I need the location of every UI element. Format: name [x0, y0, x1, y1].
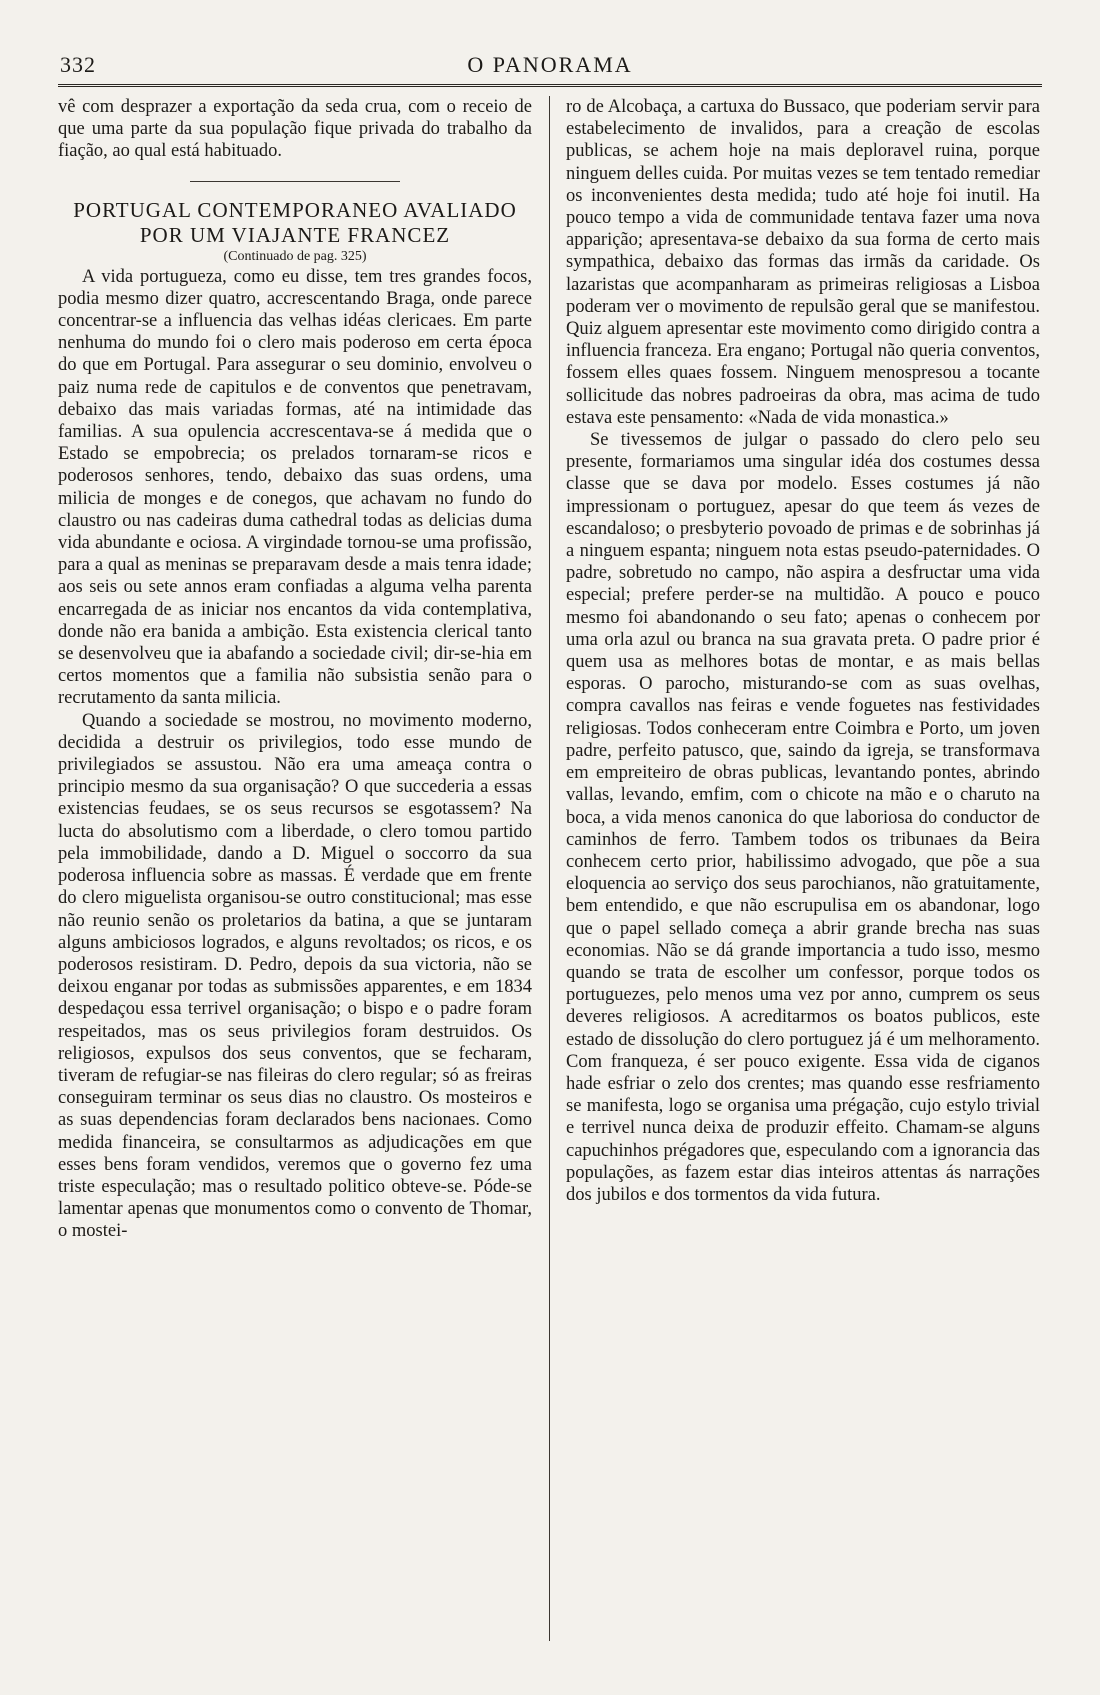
- continuation-note: (Continuado de pag. 325): [223, 248, 367, 264]
- body-paragraph: Se tivessemos de julgar o passado do clero pelo seu presente, formariamos uma singular idéa dos costumes dessa classe que se dava por modelo. Esses costumes já não impressionam o portuguez, apesar do que teem ás vezes de escandaloso; o presbyterio povoado de primas e de sobrinhas já a ninguem espanta; ninguem nota estas pseudo-paternidades. O padre, sobretudo no campo, não aspira a desfructar uma vida especial; prefere perder-se na multidão. A pouco e pouco mesmo foi abandonando o seu fato; apenas o conhecem por uma orla azul ou branca na sua gravata preta. O padre prior é quem usa as melhores botas de montar, e as mais bellas esporas. O parocho, misturando-se com as suas ovelhas, compra cavallos nas feiras e vende foguetes nas festividades religiosas. Todos conheceram entre Coimbra e Porto, um joven padre, perfeito patusco, que, saindo da igreja, se transformava em empreiteiro de obras publicas, levantando pontes, abrindo vallas, levando, emfim, com o chicote na mão e o charuto na boca, a vida menos canonica do que laboriosa do conductor de caminhos de ferro. Tambem todos os tribunaes da Beira conhecem certo prior, habilissimo advogado, que põe a sua eloquencia ao serviço dos seus parochianos, não gratuitamente, bem entendido, e que não escrupulisa em os abandonar, logo que o papel sellado começa a abrir grande brecha nas suas economias. Não se dá grande importancia a tudo isso, mesmo quando se trata de escolher um confessor, porque todos os portuguezes, pelo menos uma vez por anno, cumprem os seus deveres religiosos. A acreditarmos os boatos publicos, este estado de dissolução do clero portuguez já é um melhoramento. Com franqueza, é ser pouco exigente. Essa vida de ciganos hade esfriar o zelo dos crentes; mas quando esse resfriamento se manifesta, logo se organisa uma prégação, cujo estylo trivial e terrivel nunca deixa de produzir effeito. Chamam-se alguns capuchinhos prégadores que, especulando com a ignorancia das populações, as fazem estar dias inteiros attentas ás narrações dos jubilos e dos tormentos da vida futura.: [566, 430, 1040, 1205]
- column-divider: [549, 96, 550, 1641]
- body-paragraph: A vida portugueza, como eu disse, tem tres grandes focos, podia mesmo dizer quatro, accrescentando Braga, onde parece concentrar-se a influencia das velhas idéas clericaes. Em parte nenhuma do mundo foi o clero mais poderoso em certa época do que em Portugal. Para assegurar o seu dominio, envolveu o paiz numa rede de capitulos e de conventos que penetravam, debaixo das mais variadas formas, até na intimidade das familias. A sua opulencia accrescentava-se á medida que o Estado se empobrecia; os prelados tornaram-se ricos e poderosos senhores, tendo, debaixo das suas ordens, uma milicia de monges e de conegos, que achavam no fundo do claustro ou nas cadeiras duma cathedral todas as delicias duma vida abundante e ociosa. A virgindade tornou-se uma profissão, para a qual as meninas se preparavam desde a mais tenra idade; aos seis ou sete annos eram confiadas a alguma velha parenta encarregada de as iniciar nos encantos da vida contemplativa, donde não era banida a ambição. Esta existencia clerical tanto se desenvolveu que ia abafando a sociedade civil; dir-se-hia em certos momentos que a familia não subsistia senão para o recrutamento da santa milicia.: [58, 266, 532, 709]
- body-paragraph: Quando a sociedade se mostrou, no movimento moderno, decidida a destruir os privilegios, todo esse mundo de privilegiados se assustou. Não era uma ameaça contra o principio mesmo da sua organisação? O que succederia a essas existencias feudaes, se os seus recursos se esgotassem? Na lucta do absolutismo com a liberdade, o clero tomou partido pela immobilidade, dando a D. Miguel o soccorro da sua poderosa influencia sobre as massas. É verdade que em frente do clero miguelista organisou-se outro constitucional; mas esse não reunio senão os proletarios da batina, a que se juntaram alguns ambiciosos logrados, e alguns revoltados; os ricos, e os poderosos resistiram. D. Pedro, depois da sua victoria, não se deixou enganar por todas as submissões apparentes, e em 1834 despedaçou essa terrivel organisação; o bispo e o padre foram respeitados, mas os seus privilegios foram destruidos. Os religiosos, expulsos dos seus conventos, que se fecharam, tiveram de refugiar-se nas fileiras do clero regular; só as freiras conseguiram terminar os seus dias no claustro. Os mosteiros e as suas dependencias foram declarados bens nacionaes. Como medida financeira, se consultarmos as adjudicações em que esses bens foram vendidos, veremos que o governo fez uma triste especulação; mas o resultado politico obteve-se. Póde-se lamentar apenas que monumentos como o convento de Thomar, o mostei-: [58, 710, 532, 1242]
- article-title-line-1: PORTUGAL CONTEMPORANEO AVALIADO: [73, 197, 517, 222]
- article-title-line-2: POR UM VIAJANTE FRANCEZ: [139, 222, 451, 247]
- header-rule: [58, 84, 1042, 87]
- journal-title: O PANORAMA: [467, 52, 633, 77]
- left-column: [58, 96, 532, 1243]
- section-divider: [190, 181, 400, 182]
- right-column: [566, 96, 1040, 1206]
- page-header: [58, 52, 1042, 82]
- page-number: 332: [60, 52, 96, 77]
- body-paragraph: ro de Alcobaça, a cartuxa do Bussaco, que poderiam servir para estabelecimento de invalidos, para a creação de escolas publicas, se achem hoje na mais deploravel ruina, porque ninguem delles cuida. Por muitas vezes se tem tentado remediar os inconvenientes desta medida; tudo até hoje foi inutil. Ha pouco tempo a vida de communidade tentava fazer uma nova apparição; apresentava-se debaixo da sua forma de certo mais sympathica, debaixo das formas das irmãs da caridade. Os lazaristas que acompanharam as primeiras religiosas a Lisboa poderam ver o movimento de repulsão geral que se manifestou. Quiz alguem apresentar este movimento como dirigido contra a influencia franceza. Era engano; Portugal não queria conventos, fossem elles quaes fossem. Ninguem menospresou a tocante sollicitude das nobres padroeiras da obra, mas acima de tudo estava este pensamento: «Nada de vida monastica.»: [566, 97, 1040, 428]
- intro-paragraph: vê com desprazer a exportação da seda crua, com o receio de que uma parte da sua população fique privada do trabalho da fiação, ao qual está habituado.: [58, 97, 532, 162]
